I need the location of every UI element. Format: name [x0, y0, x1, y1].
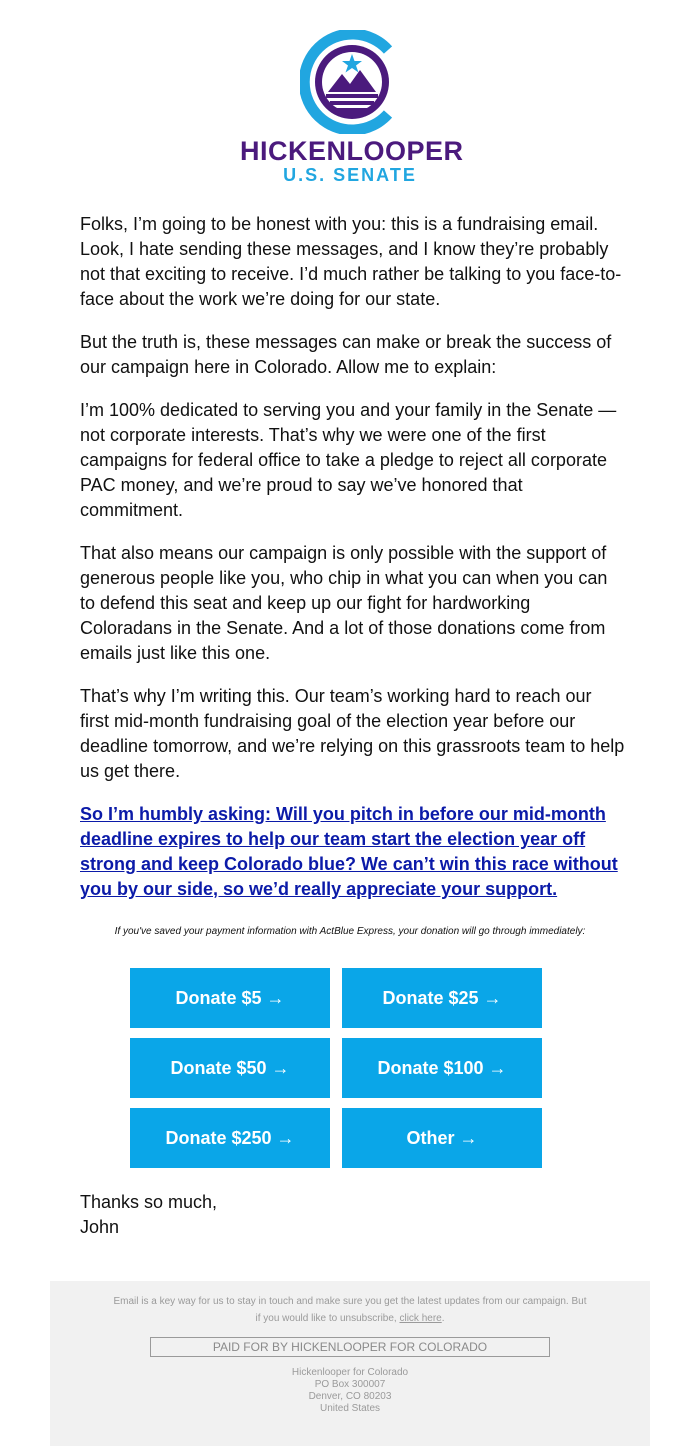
donate-100-button[interactable]: Donate $100 →: [342, 1038, 542, 1098]
brand-name: HICKENLOOPER: [240, 136, 464, 166]
address-line: Hickenlooper for Colorado: [291, 1367, 409, 1378]
donate-ask-link[interactable]: So I’m humbly asking: Will you pitch in before our mid-month deadline expires to help our team start the election year off strong and keep Colorado blue? We can’t win this race without you by our side, so we’d really appreciate your support.: [80, 804, 618, 899]
email-footer: [50, 1281, 650, 1446]
signoff: [80, 1190, 217, 1240]
paid-for-disclaimer: PAID FOR BY HICKENLOOPER FOR COLORADO: [150, 1337, 550, 1357]
campaign-logo: [240, 30, 464, 190]
signoff-name: John: [80, 1217, 120, 1237]
signoff-line: Thanks so much,: [80, 1192, 218, 1212]
email-body: [80, 212, 625, 920]
mailing-address: [50, 1367, 650, 1415]
address-line: United States: [319, 1403, 381, 1414]
footer-period: .: [441, 1313, 445, 1324]
paragraph: That’s why I’m writing this. Our team’s working hard to reach our first mid-month fundraising goal of the election year before our deadline tomorrow, and we’re relying on this grassroots team to help us get there.: [80, 686, 625, 781]
paragraph: I’m 100% dedicated to serving you and your family in the Senate — not corporate interests. That’s why we were one of the first campaigns for federal office to take a pledge to reject all corporate PAC money, and we’re proud to say we’ve honored that commitment.: [80, 400, 617, 520]
footer-message-text: Email is a key way for us to stay in touch and make sure you get the latest updates from our campaign. But if you would like to unsubscribe,: [113, 1296, 587, 1324]
address-line: Denver, CO 80203: [308, 1391, 392, 1402]
mountain-c-logo-icon: [300, 30, 400, 134]
donate-250-button[interactable]: Donate $250 →: [130, 1108, 330, 1168]
paragraph: Folks, I’m going to be honest with you: this is a fundraising email. Look, I hate sending these messages, and I know they’re probably not that exciting to receive. I’d much rather be talking to you face-to-face about the work we’re doing for our state.: [80, 214, 622, 309]
donate-other-button[interactable]: Other →: [342, 1108, 542, 1168]
footer-message: [110, 1293, 590, 1327]
paragraph: But the truth is, these messages can make or break the success of our campaign here in Colorado. Allow me to explain:: [80, 332, 612, 377]
donate-25-button[interactable]: Donate $25 →: [342, 968, 542, 1028]
donate-5-button[interactable]: Donate $5 →: [130, 968, 330, 1028]
unsubscribe-link[interactable]: click here: [399, 1313, 442, 1324]
address-line: PO Box 300007: [314, 1379, 386, 1390]
brand-subtitle: U.S. SENATE: [283, 165, 417, 185]
donate-50-button[interactable]: Donate $50 →: [130, 1038, 330, 1098]
paragraph: That also means our campaign is only possible with the support of generous people like you, who chip in what you can when you can to defend this seat and keep up our fight for hardworking Coloradans in the Senate. And a lot of those donations come from emails just like this one.: [80, 543, 608, 663]
actblue-express-note: If you've saved your payment information with ActBlue Express, your donation will go through immediately:: [114, 926, 586, 937]
